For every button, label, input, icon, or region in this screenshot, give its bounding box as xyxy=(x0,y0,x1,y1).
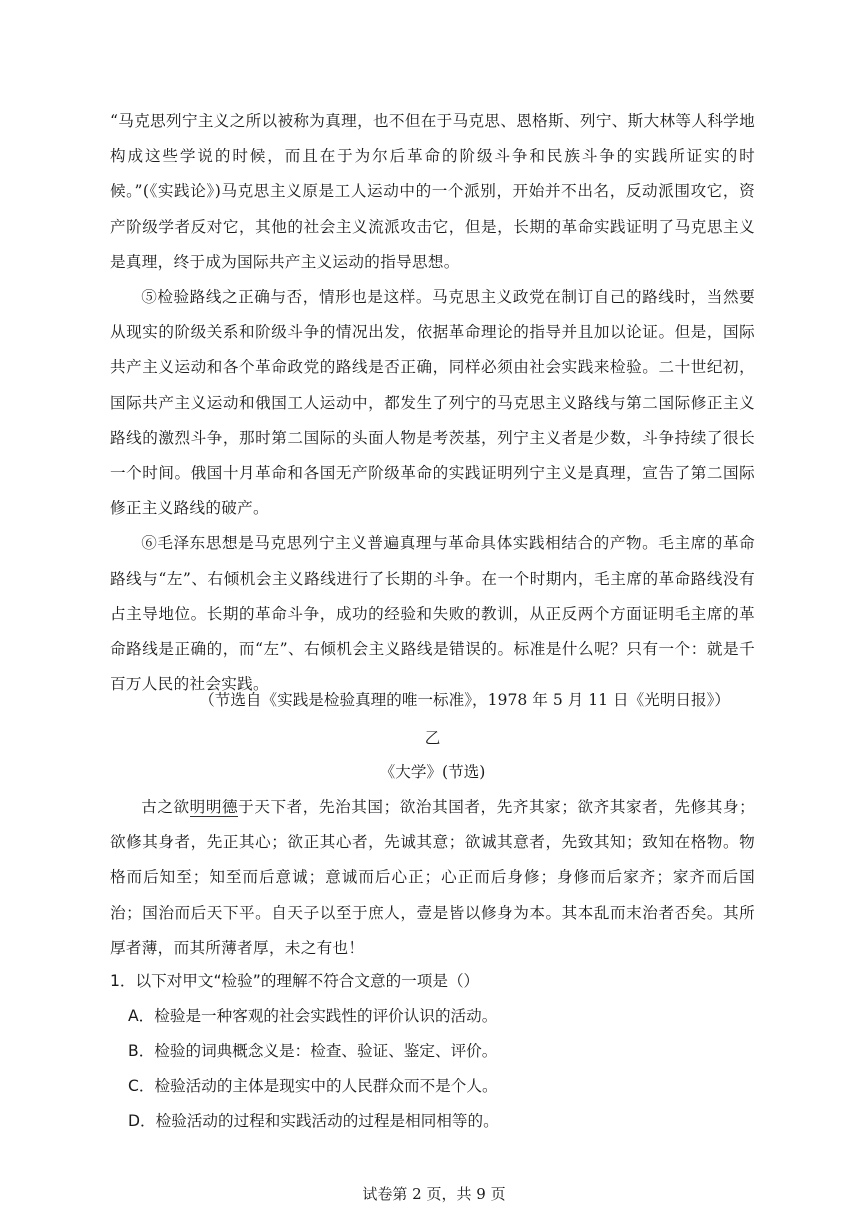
source-citation: （节选自《实践是检验真理的唯一标准》，1978 年 5 月 11 日《光明日报》） xyxy=(199,691,730,709)
option-d: D．检验活动的过程和实践活动的过程是相同相等的。 xyxy=(128,1112,499,1130)
option-c: C．检验活动的主体是现实中的人民群众而不是个人。 xyxy=(128,1077,498,1095)
daxue-text-rest: 于天下者，先治其国；欲治其国者，先齐其家；欲齐其家者，先修其身；欲修其身者，先正其心；欲正其心者，先诚其意；欲诚其意者，先致其知；致知在格物。物格而后知至；知至而后意诚；意诚而后心正；心正而后身修；身修而后家齐；家齐而后国治；国治而后天下平。自天子以至于庶人，壹是皆以修身为本。其本乱而末治者否矣。其所厚者薄，而其所薄者厚，未之有也！ xyxy=(110,798,755,957)
passage-jia-continued xyxy=(110,104,755,702)
daxue-text xyxy=(110,790,755,966)
question-1 xyxy=(110,964,770,1139)
option-a: A．检验是一种客观的社会实践性的评价认识的活动。 xyxy=(128,1007,498,1025)
question-stem: 1．以下对甲文“检验”的理解不符合文意的一项是（） xyxy=(110,972,480,990)
passage-yi-title: 《大学》(节选) xyxy=(379,763,486,781)
page-footer: 试卷第 2 页，共 9 页 xyxy=(362,1185,506,1203)
paragraph-5: ⑤检验路线之正确与否，情形也是这样。马克思主义政党在制订自己的路线时，当然要从现实的阶级关系和阶级斗争的情况出发，依据革命理论的指导并且加以论证。但是，国际共产主义运动和各个革命政党的路线是否正确，同样必须由社会实践来检验。二十世纪初，国际共产主义运动和俄国工人运动中，都发生了列宁的马克思主义路线与第二国际修正主义路线的激烈斗争，那时第二国际的头面人物是考茨基，列宁主义者是少数，斗争持续了很长一个时间。俄国十月革命和各国无产阶级革命的实践证明列宁主义是真理，宣告了第二国际修正主义路线的破产。 xyxy=(110,288,755,518)
daxue-text-start: 古之欲 xyxy=(141,798,190,816)
option-b: B．检验的词典概念义是：检查、验证、鉴定、评价。 xyxy=(128,1042,498,1060)
paragraph-quote: “马克思列宁主义之所以被称为真理，也不但在于马克思、恩格斯、列宁、斯大林等人科学地构成这些学说的时候，而且在于为尔后革命的阶级斗争和民族斗争的实践所证实的时候。”(《实践论》)马克思主义原是工人运动中的一个派别，开始并不出名，反动派围攻它，资产阶级学者反对它，其他的社会主义流派攻击它，但是，长期的革命实践证明了马克思主义是真理，终于成为国际共产主义运动的指导思想。 xyxy=(110,112,755,271)
section-label-yi: 乙 xyxy=(424,729,441,747)
paragraph-6: ⑥毛泽东思想是马克思列宁主义普遍真理与革命具体实践相结合的产物。毛主席的革命路线与“左”、右倾机会主义路线进行了长期的斗争。在一个时期内，毛主席的革命路线没有占主导地位。长期的革命斗争，成功的经验和失败的教训，从正反两个方面证明毛主席的革命路线是正确的，而“左”、右倾机会主义路线是错误的。标准是什么呢？只有一个：就是千百万人民的社会实践。 xyxy=(110,534,755,694)
passage-yi-body xyxy=(110,790,755,966)
underlined-phrase: 明明德 xyxy=(189,798,239,816)
